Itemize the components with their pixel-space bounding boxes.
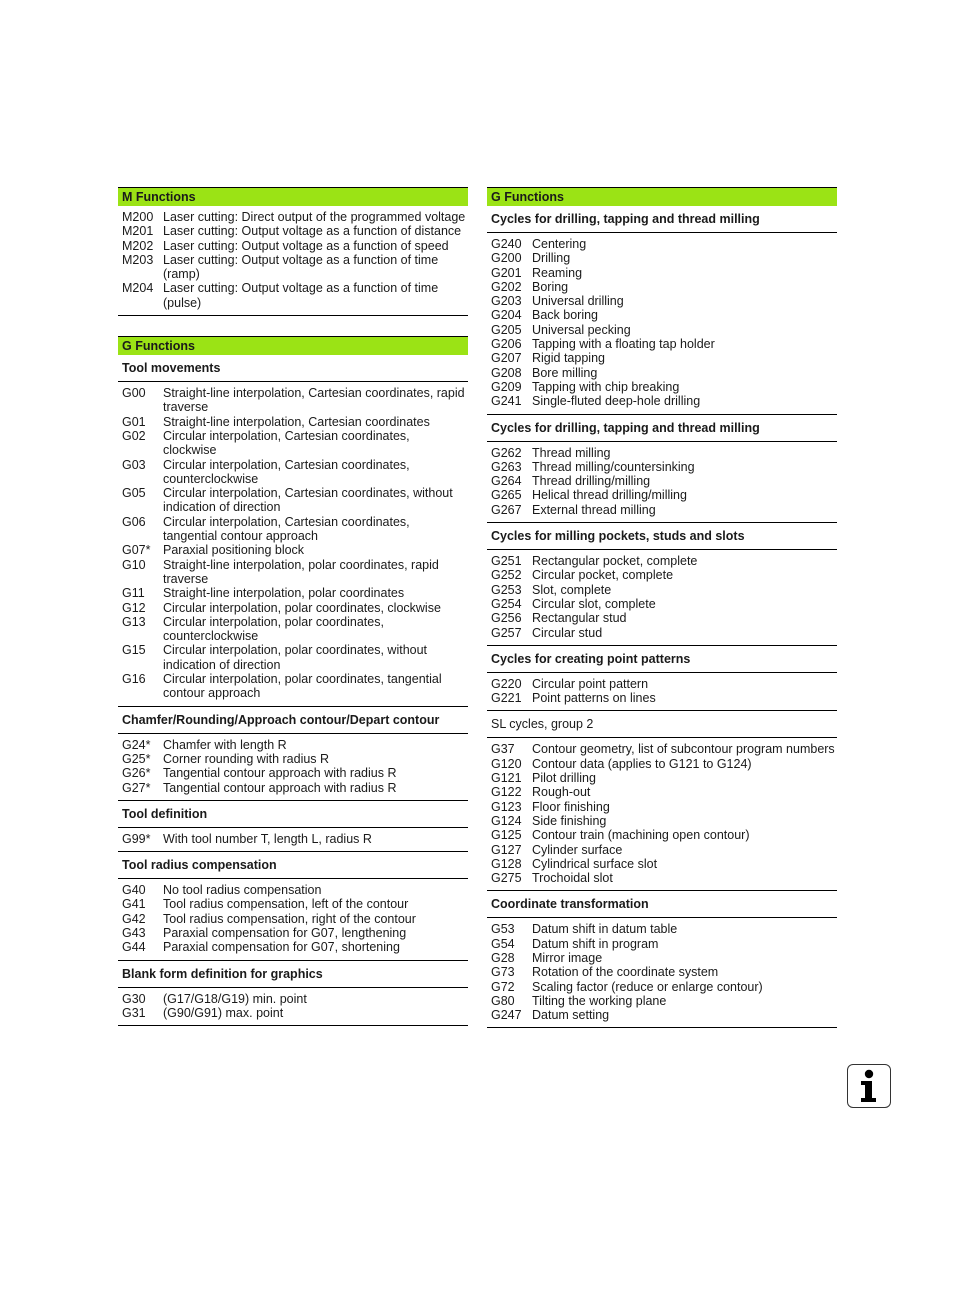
section-rows bbox=[118, 828, 468, 851]
function-section bbox=[487, 523, 837, 646]
function-code: G05 bbox=[122, 486, 146, 501]
g-functions-table-right bbox=[487, 187, 837, 1028]
function-code: G201 bbox=[491, 265, 522, 280]
table-row bbox=[487, 251, 837, 265]
table-row bbox=[487, 843, 837, 857]
table-row bbox=[487, 785, 837, 799]
function-code: M202 bbox=[122, 238, 154, 253]
section-rows bbox=[487, 442, 837, 522]
table-row bbox=[118, 940, 468, 954]
function-description: Circular interpolation, Cartesian coordinates, counterclockwise bbox=[163, 457, 410, 486]
table-row bbox=[118, 224, 468, 238]
function-description: Straight-line interpolation, polar coordinates, rapid traverse bbox=[163, 557, 439, 586]
function-code: G03 bbox=[122, 457, 146, 472]
function-description: Chamfer with length R bbox=[163, 737, 287, 752]
function-section bbox=[118, 801, 468, 852]
sections-container bbox=[118, 355, 468, 1026]
function-description: Straight-line interpolation, Cartesian coordinates bbox=[163, 414, 430, 429]
table-row bbox=[118, 586, 468, 600]
function-code: G06 bbox=[122, 514, 146, 529]
function-section bbox=[487, 646, 837, 712]
table-row bbox=[487, 460, 837, 474]
table-row bbox=[487, 280, 837, 294]
section-title: Coordinate transformation bbox=[487, 891, 837, 918]
table-row bbox=[487, 394, 837, 408]
table-row bbox=[487, 611, 837, 625]
function-code: G125 bbox=[491, 828, 522, 843]
function-description: Paraxial compensation for G07, lengthening bbox=[163, 925, 407, 940]
table-row bbox=[487, 828, 837, 842]
function-description: Tool radius compensation, right of the contour bbox=[163, 911, 416, 926]
function-description: Cylindrical surface slot bbox=[532, 856, 658, 871]
function-code: G41 bbox=[122, 897, 146, 912]
m-functions-table bbox=[118, 187, 468, 316]
table-row bbox=[487, 626, 837, 640]
function-code: G00 bbox=[122, 386, 146, 401]
table-row bbox=[487, 771, 837, 785]
function-section bbox=[118, 852, 468, 960]
section-rows bbox=[487, 918, 837, 1027]
function-description: Laser cutting: Output voltage as a function of distance bbox=[163, 224, 462, 239]
function-description: External thread milling bbox=[532, 502, 656, 517]
function-code: G121 bbox=[491, 771, 522, 786]
function-description: Bore milling bbox=[532, 365, 598, 380]
function-code: G37 bbox=[491, 742, 515, 757]
table-row bbox=[118, 912, 468, 926]
function-description: Corner rounding with radius R bbox=[163, 751, 330, 766]
function-code: G128 bbox=[491, 856, 522, 871]
function-description: Thread drilling/milling bbox=[532, 474, 651, 489]
function-description: Trochoidal slot bbox=[532, 871, 613, 886]
function-code: G264 bbox=[491, 474, 522, 489]
function-code: G263 bbox=[491, 459, 522, 474]
section-rows bbox=[118, 988, 468, 1026]
table-row bbox=[487, 857, 837, 871]
right-column bbox=[487, 187, 837, 1048]
function-description: Single-fluted deep-hole drilling bbox=[532, 394, 701, 409]
function-code: M200 bbox=[122, 210, 154, 224]
function-description: Tangential contour approach with radius R bbox=[163, 780, 397, 795]
function-code: G221 bbox=[491, 691, 522, 706]
table-row bbox=[487, 742, 837, 756]
function-code: G265 bbox=[491, 488, 522, 503]
section-rows bbox=[118, 879, 468, 959]
function-code: G07* bbox=[122, 543, 151, 558]
function-section bbox=[118, 355, 468, 707]
function-code: G252 bbox=[491, 568, 522, 583]
table-row bbox=[487, 380, 837, 394]
function-description: Circular slot, complete bbox=[532, 596, 656, 611]
function-description: Side finishing bbox=[532, 813, 607, 828]
function-description: Laser cutting: Output voltage as a function of time (pulse) bbox=[163, 281, 439, 310]
function-code: G28 bbox=[491, 950, 515, 965]
function-section bbox=[487, 415, 837, 523]
table-row bbox=[118, 643, 468, 672]
function-description: Thread milling/countersinking bbox=[532, 459, 695, 474]
function-code: M201 bbox=[122, 224, 154, 239]
function-description: Datum shift in program bbox=[532, 936, 659, 951]
table-row bbox=[118, 281, 468, 310]
function-code: G262 bbox=[491, 445, 522, 460]
function-description: Rectangular pocket, complete bbox=[532, 554, 698, 569]
function-description: Circular interpolation, polar coordinates, counterclockwise bbox=[163, 614, 384, 644]
function-code: G203 bbox=[491, 294, 522, 309]
function-code: G247 bbox=[491, 1008, 522, 1023]
table-row bbox=[118, 429, 468, 458]
table-row bbox=[118, 601, 468, 615]
function-description: Contour geometry, list of subcontour program numbers bbox=[532, 742, 835, 757]
function-code: G53 bbox=[491, 922, 515, 937]
function-description: Cylinder surface bbox=[532, 842, 623, 857]
table-row bbox=[118, 253, 468, 282]
table-row bbox=[118, 458, 468, 487]
function-description: (G17/G18/G19) min. point bbox=[163, 991, 307, 1006]
function-description: Circular stud bbox=[532, 625, 603, 640]
function-section bbox=[487, 206, 837, 415]
function-description: Universal drilling bbox=[532, 294, 624, 309]
function-code: G123 bbox=[491, 799, 522, 814]
function-code: G122 bbox=[491, 785, 522, 800]
table-row bbox=[118, 897, 468, 911]
info-icon bbox=[847, 1064, 891, 1108]
table-row bbox=[118, 415, 468, 429]
table-row bbox=[487, 922, 837, 936]
function-description: Point patterns on lines bbox=[532, 691, 656, 706]
table-header: M Functions bbox=[118, 187, 468, 206]
function-code: G254 bbox=[491, 596, 522, 611]
table-row bbox=[487, 568, 837, 582]
table-row bbox=[487, 488, 837, 502]
table-row bbox=[487, 503, 837, 517]
function-code: G251 bbox=[491, 554, 522, 569]
function-section bbox=[487, 711, 837, 891]
function-description: Circular interpolation, polar coordinates, clockwise bbox=[163, 600, 441, 615]
section-rows bbox=[487, 550, 837, 645]
table-row bbox=[487, 446, 837, 460]
function-description: Circular pocket, complete bbox=[532, 568, 674, 583]
section-title: Cycles for creating point patterns bbox=[487, 646, 837, 673]
function-description: Circular interpolation, Cartesian coordinates, without indication of direction bbox=[163, 486, 453, 515]
table-row bbox=[118, 239, 468, 253]
function-code: G120 bbox=[491, 756, 522, 771]
function-code: G200 bbox=[491, 251, 522, 266]
function-code: G206 bbox=[491, 337, 522, 352]
section-title: Tool definition bbox=[118, 801, 468, 828]
table-row bbox=[487, 677, 837, 691]
table-row bbox=[118, 766, 468, 780]
section-title: Chamfer/Rounding/Approach contour/Depart contour bbox=[118, 707, 468, 734]
table-row bbox=[118, 386, 468, 415]
function-description: With tool number T, length L, radius R bbox=[163, 831, 372, 846]
function-description: Universal pecking bbox=[532, 322, 631, 337]
function-description: Datum setting bbox=[532, 1008, 610, 1023]
table-row bbox=[487, 554, 837, 568]
function-description: Tapping with a floating tap holder bbox=[532, 337, 715, 352]
table-row bbox=[487, 366, 837, 380]
function-description: Tool radius compensation, left of the contour bbox=[163, 897, 409, 912]
function-code: G73 bbox=[491, 965, 515, 980]
section-rows bbox=[487, 738, 837, 890]
m-rows bbox=[118, 206, 468, 315]
function-description: Slot, complete bbox=[532, 582, 612, 597]
function-code: G30 bbox=[122, 991, 146, 1006]
function-description: Rough-out bbox=[532, 785, 591, 800]
function-code: G241 bbox=[491, 394, 522, 409]
table-row bbox=[487, 351, 837, 365]
function-section bbox=[118, 961, 468, 1027]
section-rows bbox=[487, 673, 837, 711]
function-code: G13 bbox=[122, 614, 146, 629]
function-description: Thread milling bbox=[532, 445, 611, 460]
function-code: G02 bbox=[122, 428, 146, 443]
table-row bbox=[118, 543, 468, 557]
section-rows bbox=[487, 233, 837, 414]
table-row bbox=[487, 323, 837, 337]
function-section bbox=[118, 707, 468, 801]
function-code: G80 bbox=[491, 993, 515, 1008]
function-code: G25* bbox=[122, 751, 151, 766]
function-description: Reaming bbox=[532, 265, 583, 280]
function-description: Tangential contour approach with radius R bbox=[163, 766, 397, 781]
function-code: G275 bbox=[491, 871, 522, 886]
section-rows bbox=[118, 734, 468, 800]
function-code: G256 bbox=[491, 611, 522, 626]
function-code: G54 bbox=[491, 936, 515, 951]
function-code: G12 bbox=[122, 600, 146, 615]
function-code: G202 bbox=[491, 279, 522, 294]
section-title: Tool radius compensation bbox=[118, 852, 468, 879]
function-code: G205 bbox=[491, 322, 522, 337]
table-row bbox=[118, 672, 468, 701]
function-code: G208 bbox=[491, 365, 522, 380]
function-description: Rotation of the coordinate system bbox=[532, 965, 719, 980]
function-description: No tool radius compensation bbox=[163, 883, 322, 898]
function-code: G257 bbox=[491, 625, 522, 640]
function-code: G204 bbox=[491, 308, 522, 323]
function-description: Laser cutting: Output voltage as a function of time (ramp) bbox=[163, 252, 439, 282]
function-description: Straight-line interpolation, polar coordinates bbox=[163, 586, 405, 601]
function-description: Circular point pattern bbox=[532, 676, 649, 691]
table-row bbox=[118, 992, 468, 1006]
function-description: Rigid tapping bbox=[532, 351, 605, 366]
table-row bbox=[118, 883, 468, 897]
section-title: SL cycles, group 2 bbox=[487, 711, 837, 738]
function-description: Drilling bbox=[532, 251, 571, 266]
function-section bbox=[487, 891, 837, 1028]
function-code: G31 bbox=[122, 1005, 146, 1020]
table-row bbox=[118, 486, 468, 515]
function-description: Centering bbox=[532, 237, 587, 251]
table-row bbox=[487, 980, 837, 994]
function-description: Datum shift in datum table bbox=[532, 922, 678, 937]
function-code: M203 bbox=[122, 252, 154, 267]
function-description: Contour data (applies to G121 to G124) bbox=[532, 756, 752, 771]
function-code: G207 bbox=[491, 351, 522, 366]
function-code: G10 bbox=[122, 557, 146, 572]
function-code: G72 bbox=[491, 979, 515, 994]
sections-container bbox=[487, 206, 837, 1028]
table-header: G Functions bbox=[118, 336, 468, 355]
function-code: G253 bbox=[491, 582, 522, 597]
function-code: G42 bbox=[122, 911, 146, 926]
section-title: Cycles for drilling, tapping and thread milling bbox=[487, 206, 837, 233]
table-row bbox=[487, 800, 837, 814]
table-row bbox=[487, 583, 837, 597]
function-code: G209 bbox=[491, 379, 522, 394]
table-row bbox=[118, 781, 468, 795]
table-row bbox=[487, 814, 837, 828]
function-code: G267 bbox=[491, 502, 522, 517]
function-code: G127 bbox=[491, 842, 522, 857]
function-code: G16 bbox=[122, 672, 146, 687]
function-description: Rectangular stud bbox=[532, 611, 627, 626]
table-row bbox=[487, 871, 837, 885]
table-row bbox=[118, 738, 468, 752]
table-row bbox=[118, 926, 468, 940]
function-description: Scaling factor (reduce or enlarge contour) bbox=[532, 979, 763, 994]
section-title: Cycles for drilling, tapping and thread milling bbox=[487, 415, 837, 442]
section-title: Tool movements bbox=[118, 355, 468, 382]
function-code: G15 bbox=[122, 643, 146, 658]
table-row bbox=[118, 210, 468, 224]
table-row bbox=[487, 757, 837, 771]
table-row bbox=[487, 308, 837, 322]
table-row bbox=[487, 937, 837, 951]
function-code: G43 bbox=[122, 925, 146, 940]
function-description: Paraxial positioning block bbox=[163, 543, 305, 558]
table-row bbox=[118, 515, 468, 544]
function-code: G40 bbox=[122, 883, 146, 898]
function-description: Circular interpolation, polar coordinates, without indication of direction bbox=[163, 643, 428, 672]
table-row bbox=[118, 558, 468, 587]
function-description: Laser cutting: Output voltage as a function of speed bbox=[163, 238, 449, 253]
function-description: Circular interpolation, Cartesian coordinates, clockwise bbox=[163, 428, 410, 458]
function-code: G124 bbox=[491, 813, 522, 828]
function-code: G99* bbox=[122, 831, 151, 846]
function-code: G220 bbox=[491, 676, 522, 691]
table-row bbox=[118, 832, 468, 846]
function-description: Laser cutting: Direct output of the programmed voltage bbox=[163, 210, 466, 224]
g-functions-table-left bbox=[118, 336, 468, 1026]
table-row bbox=[487, 337, 837, 351]
table-row bbox=[118, 752, 468, 766]
function-code: G11 bbox=[122, 586, 145, 601]
function-description: Circular interpolation, polar coordinates, tangential contour approach bbox=[163, 672, 442, 701]
table-header: G Functions bbox=[487, 187, 837, 206]
table-row bbox=[487, 965, 837, 979]
function-code: G24* bbox=[122, 737, 151, 752]
table-row bbox=[487, 237, 837, 251]
m-functions-section bbox=[118, 206, 468, 316]
table-row bbox=[487, 951, 837, 965]
function-description: Tapping with chip breaking bbox=[532, 379, 680, 394]
table-row bbox=[487, 597, 837, 611]
table-row bbox=[487, 1008, 837, 1022]
function-code: G27* bbox=[122, 780, 151, 795]
table-row bbox=[487, 994, 837, 1008]
function-code: G44 bbox=[122, 940, 146, 955]
function-description: Pilot drilling bbox=[532, 771, 596, 786]
table-row bbox=[118, 615, 468, 644]
function-code: G240 bbox=[491, 237, 522, 251]
table-row bbox=[487, 474, 837, 488]
function-code: G01 bbox=[122, 414, 146, 429]
function-description: Contour train (machining open contour) bbox=[532, 828, 750, 843]
function-description: Circular interpolation, Cartesian coordinates, tangential contour approach bbox=[163, 514, 410, 544]
table-row bbox=[487, 266, 837, 280]
section-rows bbox=[118, 382, 468, 706]
function-description: Back boring bbox=[532, 308, 599, 323]
function-description: Floor finishing bbox=[532, 799, 610, 814]
table-row bbox=[487, 294, 837, 308]
section-title: Blank form definition for graphics bbox=[118, 961, 468, 988]
function-code: G26* bbox=[122, 766, 151, 781]
function-description: Straight-line interpolation, Cartesian coordinates, rapid traverse bbox=[163, 386, 465, 415]
function-description: Boring bbox=[532, 279, 569, 294]
function-description: Helical thread drilling/milling bbox=[532, 488, 687, 503]
table-row bbox=[487, 691, 837, 705]
function-description: Mirror image bbox=[532, 950, 603, 965]
section-title: Cycles for milling pockets, studs and slots bbox=[487, 523, 837, 550]
function-code: M204 bbox=[122, 281, 154, 296]
table-row bbox=[118, 1006, 468, 1020]
function-description: (G90/G91) max. point bbox=[163, 1005, 284, 1020]
function-description: Tilting the working plane bbox=[532, 993, 667, 1008]
function-description: Paraxial compensation for G07, shortening bbox=[163, 940, 400, 955]
left-column bbox=[118, 187, 468, 1046]
